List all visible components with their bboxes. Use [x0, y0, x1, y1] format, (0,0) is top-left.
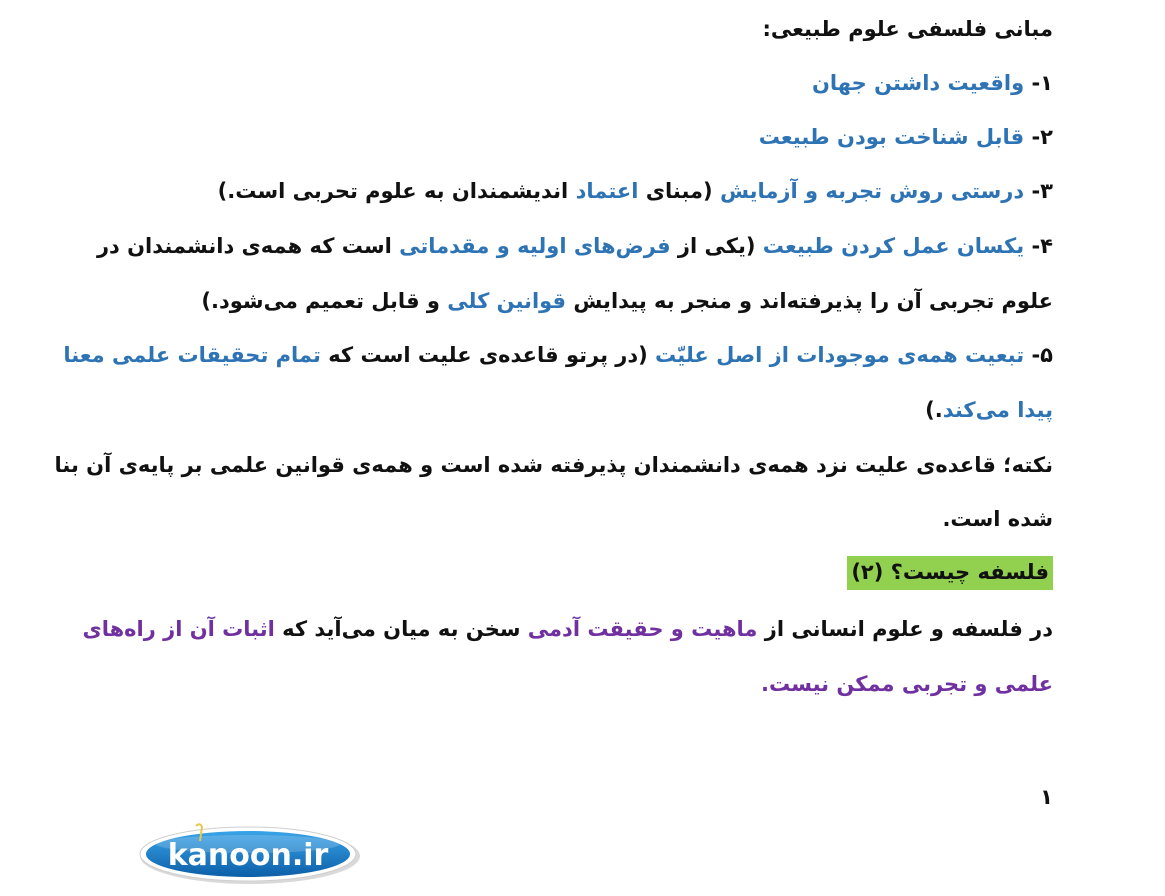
- list-item-2: ۲- قابل شناخت بودن طبیعت: [758, 125, 1053, 149]
- list-item-5: ۵- تبعیت همه‌ی موجودات از اصل علیّت (در پرتو قاعده‌ی علیت است که تمام تحقیقات علمی معنا: [63, 343, 1053, 367]
- page-number: ۱: [1040, 785, 1053, 809]
- heading: مبانی فلسفی علوم طبیعی:: [762, 17, 1053, 41]
- list-item-3: ۳- درستی روش تجربه و آزمایش (مبنای اعتماد اندیشمندان به علوم تحربی است.): [217, 179, 1053, 203]
- logo-text: kanoon.ir: [167, 838, 329, 873]
- paragraph-line-1: در فلسفه و علوم انسانی از ماهیت و حقیقت آدمی سخن به میان می‌آید که اثبات آن از راه‌های: [82, 617, 1053, 641]
- kanoon-logo-graphic: [138, 822, 364, 886]
- section-title: فلسفه چیست؟ (۲): [847, 557, 1053, 587]
- list-item-4-continued: علوم تجربی آن را پذیرفته‌اند و منجر به پیدایش قوانین کلی و قابل تعمیم می‌شود.): [201, 289, 1053, 313]
- list-item-5-continued: پیدا می‌کند.): [925, 398, 1053, 422]
- note-line-1: نکته؛ قاعده‌ی علیت نزد همه‌ی دانشمندان پذیرفته شده است و همه‌ی قوانین علمی بر پایه‌ی آن بنا: [54, 453, 1053, 477]
- kanoon-logo: [138, 822, 364, 886]
- paragraph-line-2: علمی و تجربی ممکن نیست.: [761, 672, 1053, 696]
- note-line-2: شده است.: [942, 507, 1053, 531]
- list-item-4: ۴- یکسان عمل کردن طبیعت (یکی از فرض‌های اولیه و مقدماتی است که همه‌ی دانشمندان در: [96, 234, 1053, 258]
- list-item-1: ۱- واقعیت داشتن جهان: [811, 71, 1053, 95]
